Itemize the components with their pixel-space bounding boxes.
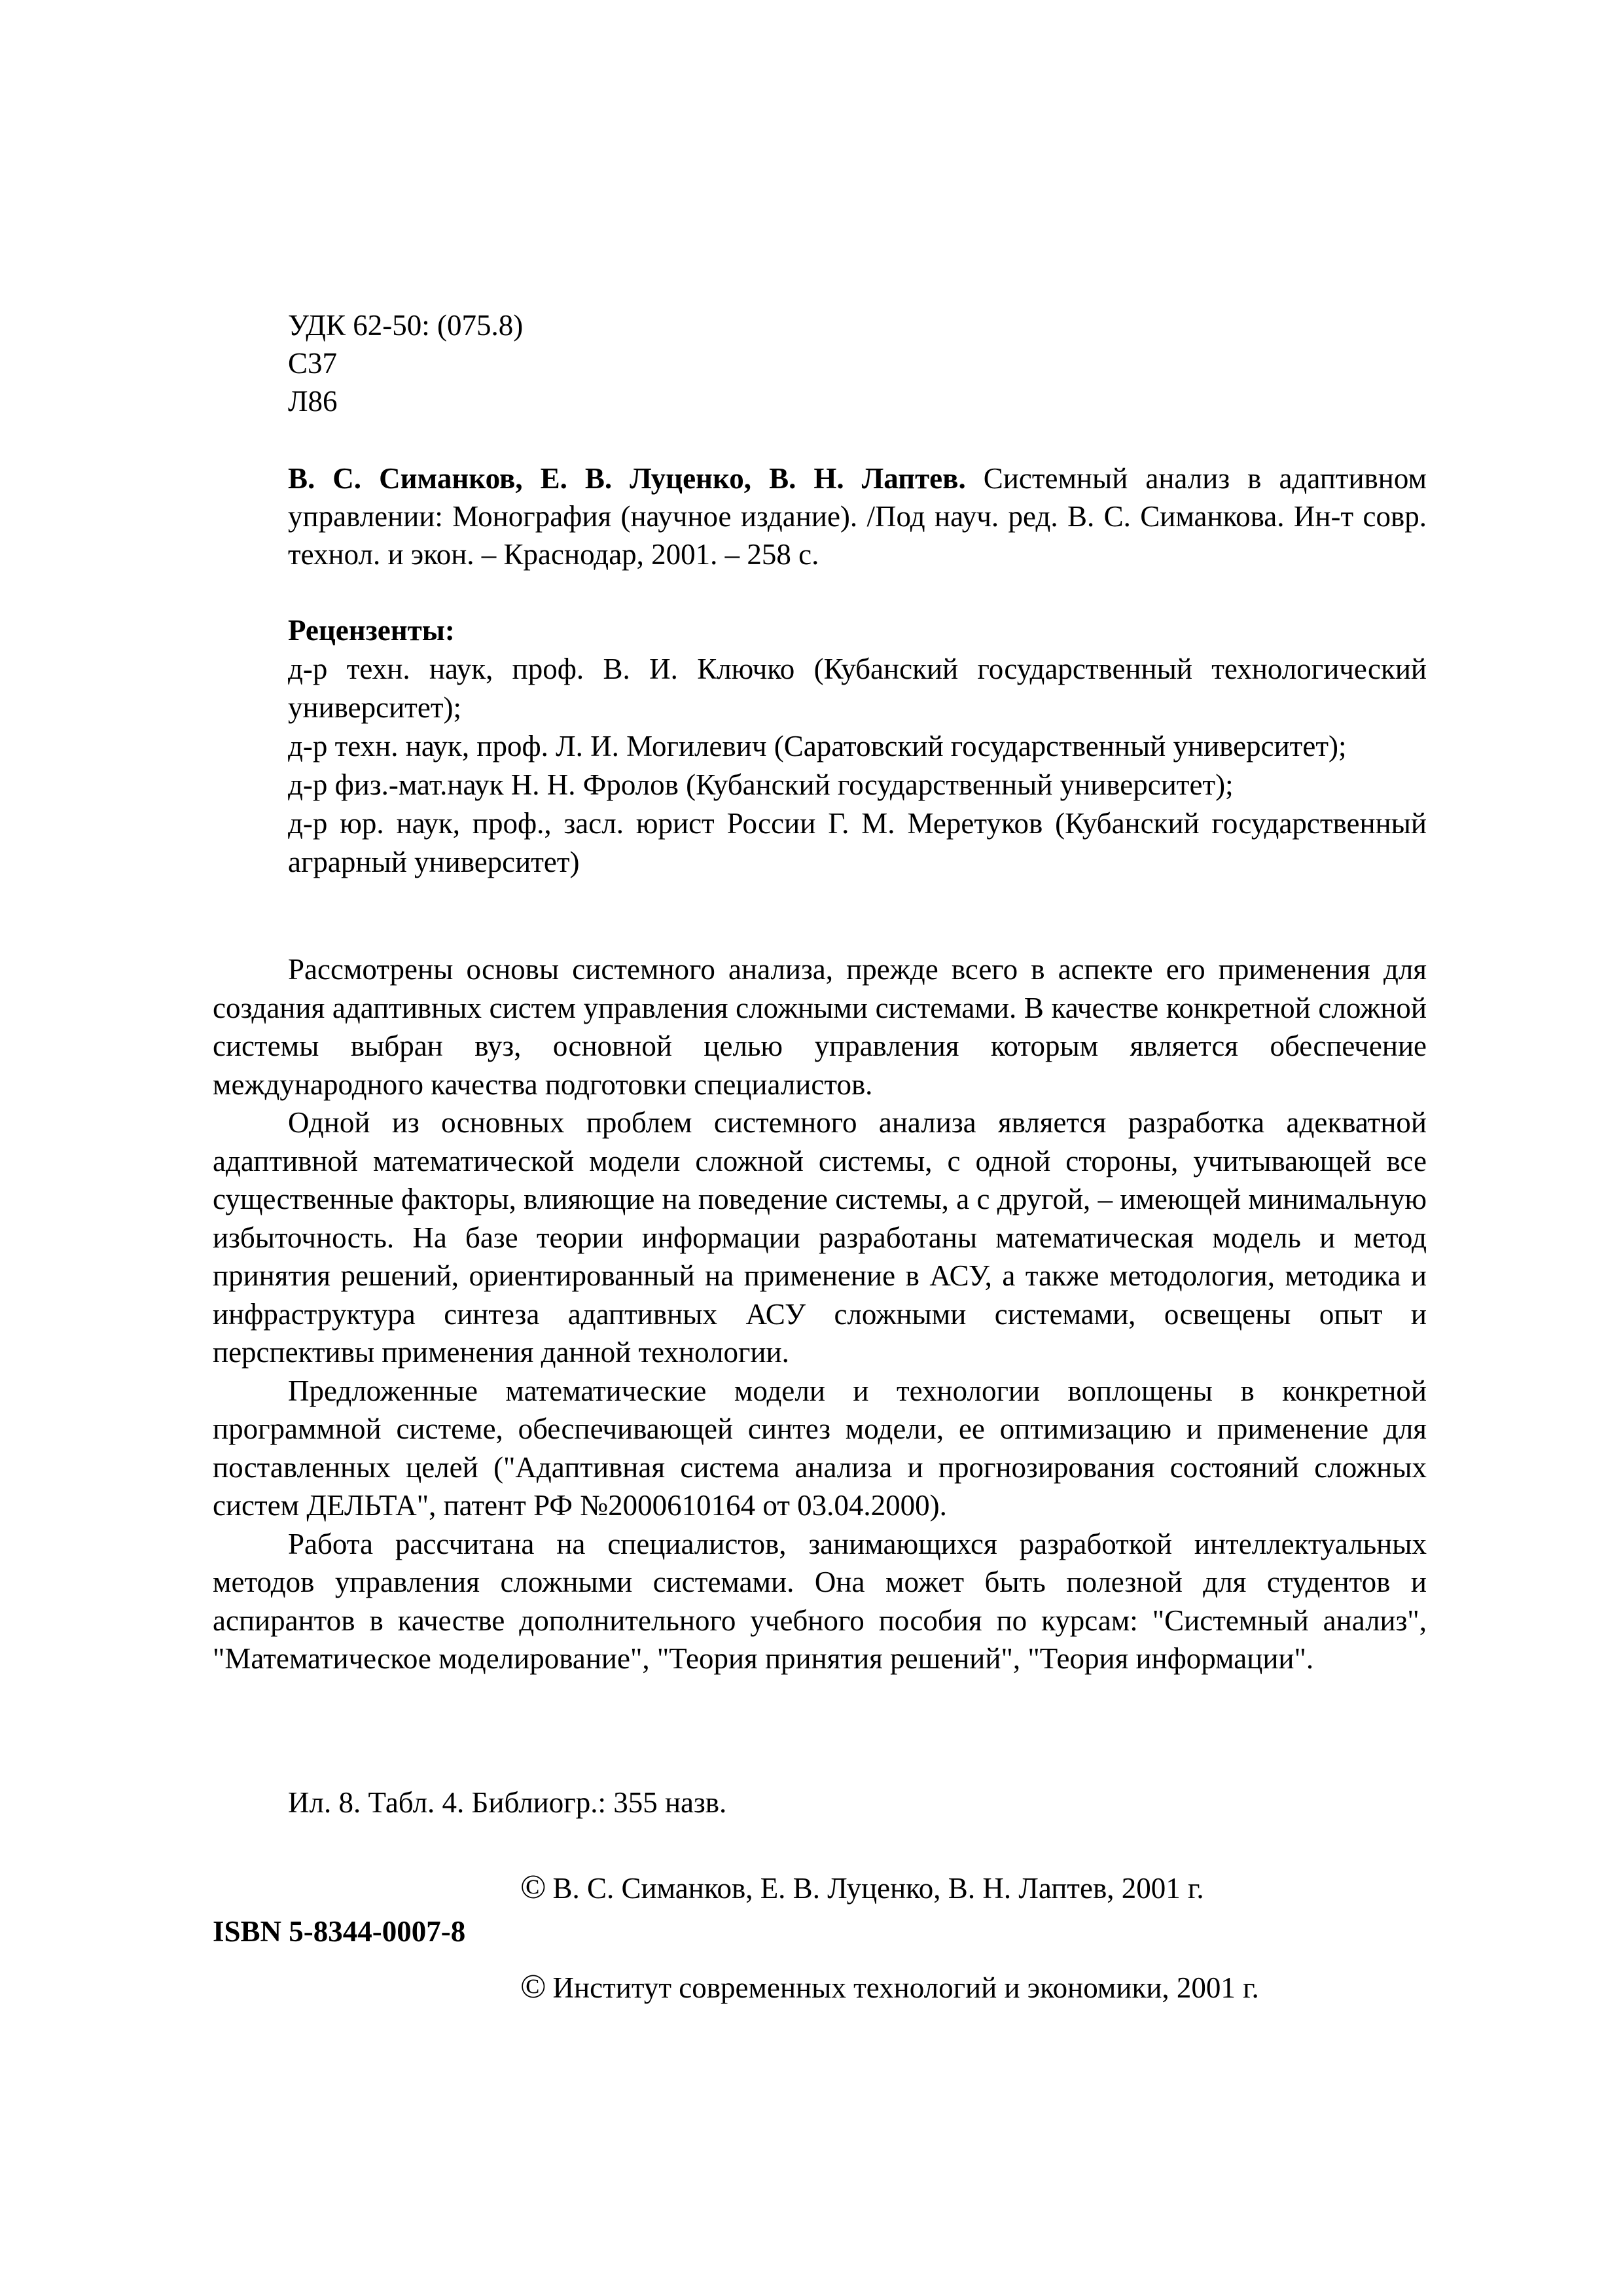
copyright-icon: ©	[520, 1869, 546, 1906]
copyright-icon: ©	[520, 1968, 546, 2005]
abstract-paragraph: Предложенные математические модели и технологии воплощены в конкретной программной системе, обеспечивающей синтез модели, ее оптимизацию и применение для поставленных целей ("Адаптивная система анализа и прогнозирования состояний сложных систем ДЕЛЬТА", патент РФ №2000610164 от 03.04.2000).	[213, 1374, 1427, 1522]
reviewer-item: д-р юр. наук, проф., засл. юрист России Г. М. Меретуков (Кубанский государственный аграрный университет)	[288, 807, 1427, 878]
author-mark: Л86	[288, 385, 338, 418]
reviewer-item: д-р физ.-мат.наук Н. Н. Фролов (Кубанский государственный университет);	[288, 768, 1234, 801]
reviewer-item: д-р техн. наук, проф. Л. И. Могилевич (Саратовский государственный университет);	[288, 730, 1347, 762]
copyright-authors-text: В. С. Симанков, Е. В. Луценко, В. Н. Лаптев, 2001 г.	[552, 1872, 1204, 1905]
reviewers-heading: Рецензенты:	[288, 614, 455, 647]
illustrations-count: Ил. 8. Табл. 4. Библиогр.: 355 назв.	[288, 1786, 727, 1819]
copyright-authors	[520, 1869, 1204, 1907]
reviewers-block	[288, 611, 1427, 882]
copyright-institute-text: Институт современных технологий и экономики, 2001 г.	[552, 1971, 1259, 2004]
abstract	[213, 950, 1427, 1678]
isbn: ISBN 5-8344-0007-8	[213, 1915, 466, 1948]
biblio-text: Системный анализ в адаптивном управлении: Монография (научное издание). /Под науч. ред. В. С. Симанкова. Ин-т совр. технол. и экон. – Краснодар, 2001. – 258 с.	[288, 462, 1427, 571]
abstract-paragraph: Одной из основных проблем системного анализа является разработка адекватной адаптивной математической модели сложной системы, с одной стороны, учитывающей все существенные факторы, влияющие на поведение системы, а с другой, – имеющей минимальную избыточность. На базе теории информации разработаны математическая модель и метод принятия решений, ориентированный на применение в АСУ, а также методология, методика и инфраструктура синтеза адаптивных АСУ сложными системами, освещены опыт и перспективы применения данной технологии.	[213, 1106, 1427, 1369]
copyright-institute	[520, 1968, 1259, 2007]
reviewer-item: д-р техн. наук, проф. В. И. Ключко (Кубанский государственный технологический университет);	[288, 653, 1427, 724]
udk-code: УДК 62-50: (075.8)	[288, 309, 524, 342]
abstract-paragraph: Рассмотрены основы системного анализа, прежде всего в аспекте его применения для создания адаптивных систем управления сложными системами. В качестве конкретной сложной системы выбран вуз, основной целью управления которым является обеспечение международного качества подготовки специалистов.	[213, 953, 1427, 1101]
udk-block	[288, 306, 523, 420]
biblio-authors: В. С. Симанков, Е. В. Луценко, В. Н. Лаптев.	[288, 462, 966, 495]
abstract-paragraph: Работа рассчитана на специалистов, занимающихся разработкой интеллектуальных методов управления сложными системами. Она может быть полезной для студентов и аспирантов в качестве дополнительного учебного пособия по курсам: "Системный анализ", "Математическое моделирование", "Теория принятия решений", "Теория информации".	[213, 1527, 1427, 1675]
bbk-code: С37	[288, 347, 338, 380]
bibliographic-description	[288, 459, 1427, 573]
